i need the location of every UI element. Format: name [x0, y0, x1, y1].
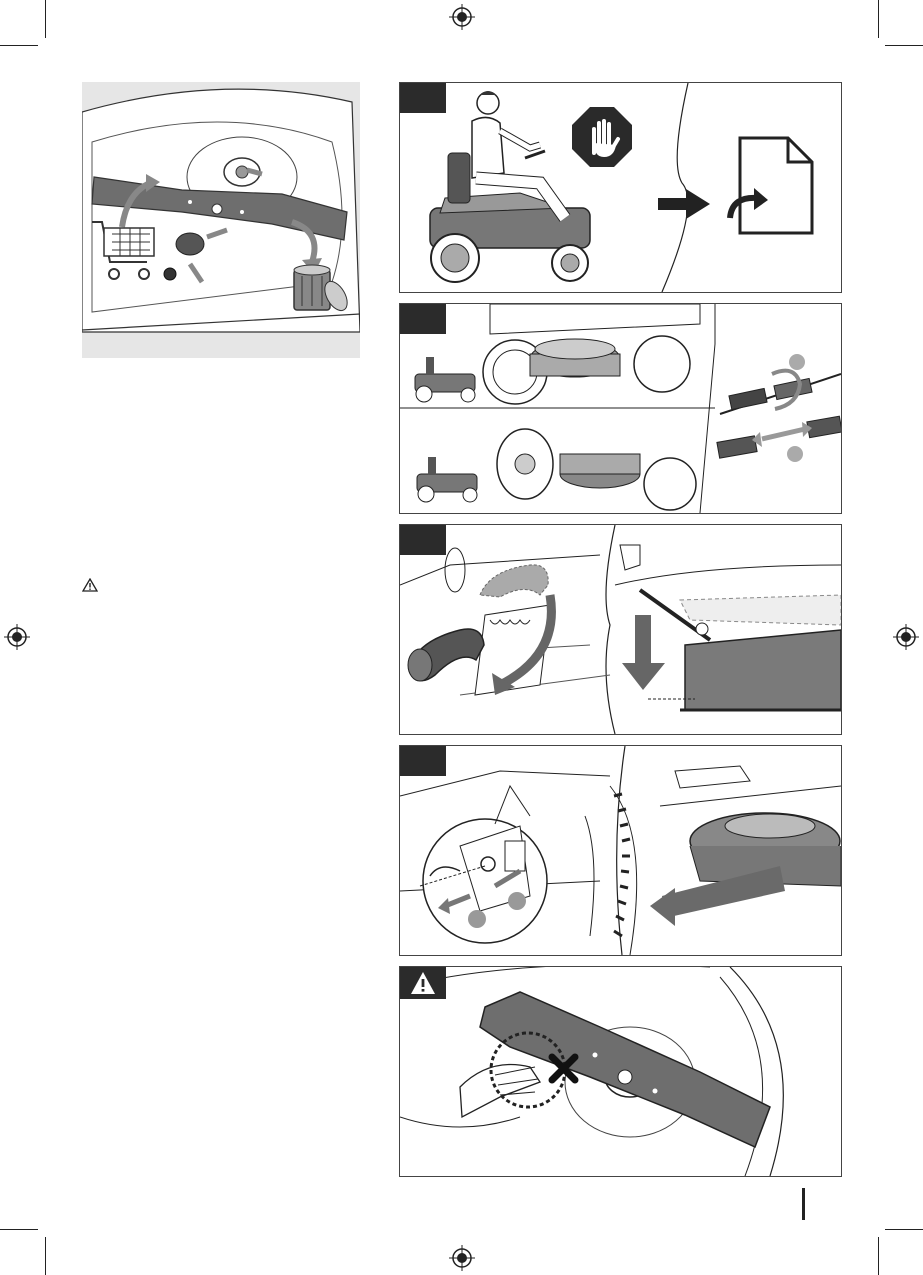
arrow-right-icon — [658, 189, 710, 219]
crop-mark — [0, 45, 38, 46]
crop-mark — [885, 1229, 923, 1230]
warning-triangle-icon — [82, 578, 98, 592]
registration-mark-icon — [449, 4, 475, 30]
crop-mark — [45, 1237, 46, 1275]
crop-mark — [885, 45, 923, 46]
crop-mark — [0, 1229, 38, 1230]
warning-tag — [400, 967, 446, 999]
warning-triangle-icon — [400, 967, 446, 999]
stop-hand-icon — [572, 107, 632, 167]
panel-4-remove-pins — [399, 745, 842, 956]
registration-mark-icon — [893, 624, 919, 650]
document-icon — [730, 138, 812, 233]
crop-mark — [45, 0, 46, 38]
panel-number-tag — [400, 304, 446, 334]
panel-number-tag — [400, 746, 446, 776]
panel-2-disconnect-cable — [399, 303, 842, 514]
panel-3-lower-deck — [399, 524, 842, 735]
panel-5-blade-warning — [399, 966, 842, 1177]
panel-number-tag — [400, 525, 446, 555]
rider-mower-illustration — [430, 91, 590, 282]
panel-number-tag — [400, 83, 446, 113]
blade-replacement-figure — [82, 82, 360, 358]
page-number-bar — [802, 1188, 805, 1220]
registration-mark-icon — [4, 624, 30, 650]
panel-1-stop-and-read — [399, 82, 842, 293]
crop-mark — [878, 1237, 879, 1275]
crop-mark — [878, 0, 879, 38]
registration-mark-icon — [449, 1245, 475, 1271]
